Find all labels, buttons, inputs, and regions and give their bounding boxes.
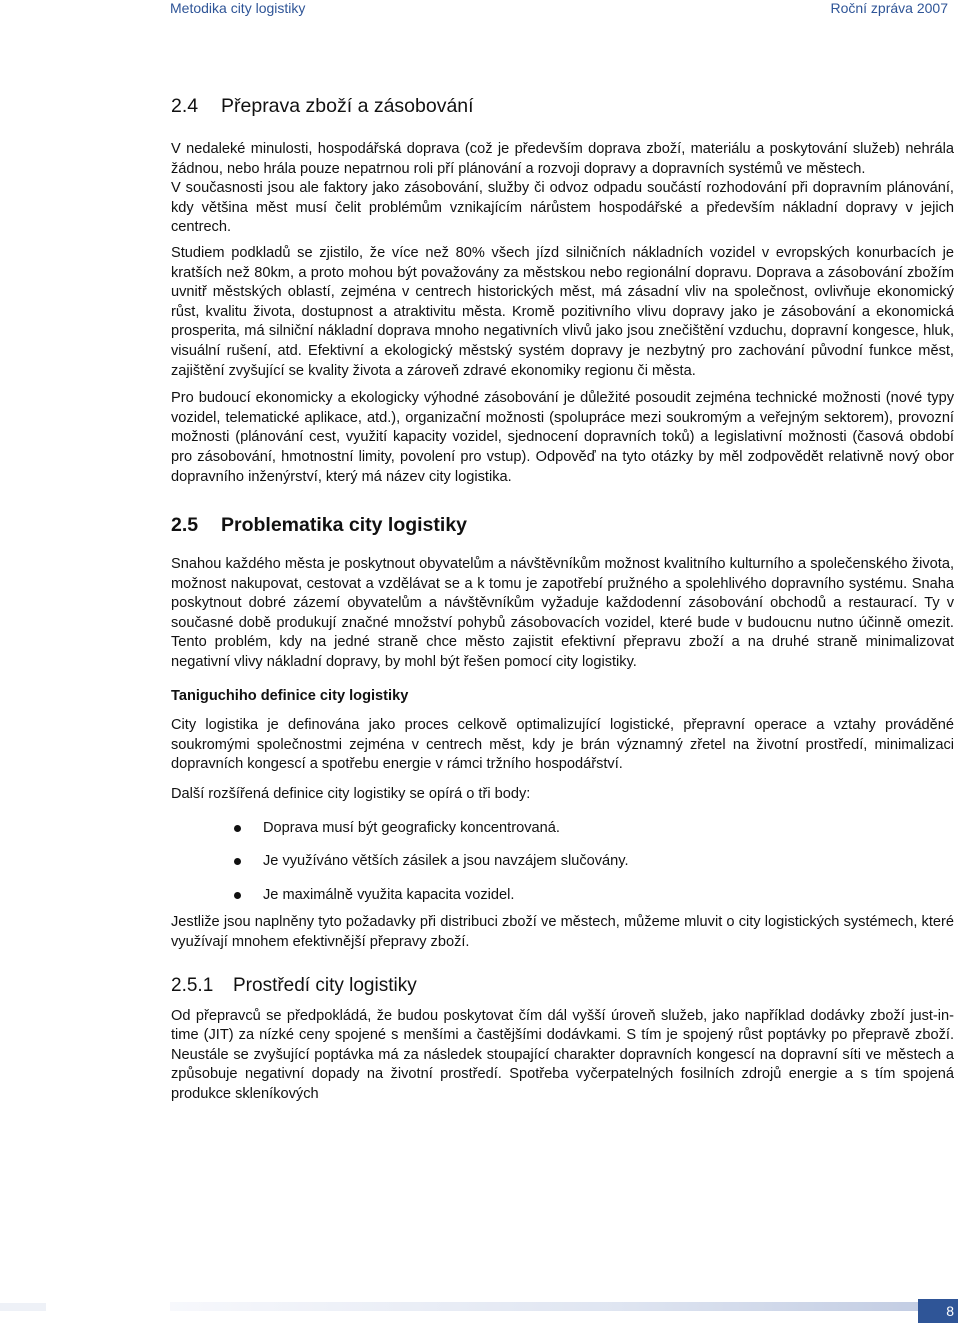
- bullet-icon: [234, 892, 241, 899]
- page-header: [0, 0, 960, 22]
- section-2-4-title: Přeprava zboží a zásobování: [221, 95, 474, 117]
- footer-gradient-bar: [170, 1302, 918, 1311]
- list-item: Je využíváno větších zásilek a jsou navzájem slučovány.: [171, 852, 954, 872]
- paragraph: Snahou každého města je poskytnout obyvatelům a návštěvníkům možnost kvalitního kulturního a společenského života, možnost nakupovat, cestovat a vzdělávat se a k tomu je zapotřebí pružného a spolehlivého dopravního systému. Snaha poskytnout dobré zázemí obyvatelům a návštěvníkům vyžaduje každodenní zásobování obchodů a restaurací. Ty v současné době produkují značné množství pohybů zásobovacích vozidel, které bude v budoucnu nutno účinně omezit. Tento problém, kdy na jedné straně chce město zajistit efektivní přepravu zboží a na druhé straně minimalizovat negativní vlivy nákladní dopravy, by mohl být řešen pomocí city logistiky.: [171, 556, 954, 671]
- paragraph: Pro budoucí ekonomicky a ekologicky výhodné zásobování je důležité posoudit zejména technické možnosti (nové typy vozidel, telematické aplikace, atd.), organizační možnosti (spolupráce mezi soukromým a veřejným sektorem), provozní možnosti (plánování cest, využití kapacity vozidel, sjednocení dopravních toků) a legislativní možnosti (časová období pro zásobování, hmotnostní limity, povolení pro vstup). Odpověď na tyto otázky by měl zodpovědět relativně nový obor dopravního inženýrství, který má název city logistika.: [171, 390, 954, 485]
- header-document-title: Metodika city logistiky: [170, 0, 306, 16]
- section-2-4-heading: [171, 92, 954, 120]
- section-2-5-heading: [171, 511, 954, 539]
- page-number: 8: [918, 1299, 958, 1323]
- header-report-title: Roční zpráva 2007: [830, 0, 948, 16]
- paragraph: V nedaleké minulosti, hospodářská doprava (což je především doprava zboží, materiálu a poskytování služeb) nehrála žádnou, nebo hrála pouze nepatrnou roli pří plánování a rozvoji dopravy a dopravních systémů ve městech.: [171, 141, 954, 177]
- definition-bullet-list: [171, 819, 954, 906]
- section-2-5-title: Problematika city logistiky: [221, 514, 468, 537]
- section-2-4-number: 2.4: [171, 95, 199, 117]
- subheading-taniguchi-definition: Taniguchiho definice city logistiky: [171, 687, 409, 704]
- bullet-icon: [234, 825, 241, 832]
- bullet-icon: [234, 858, 241, 865]
- paragraph: Jestliže jsou naplněny tyto požadavky při distribuci zboží ve městech, můžeme mluvit o city logistických systémech, které využívají mnohem efektivnější přepravy zboží.: [171, 914, 954, 950]
- list-item: Je maximálně využita kapacita vozidel.: [171, 886, 954, 906]
- section-2-5-1-heading: [171, 973, 954, 999]
- paragraph: City logistika je definována jako proces celkově optimalizující logistické, přepravní operace a vztahy prováděné soukromými společnostmi zejména v centrech měst, kdy je brán významný zřetel na životní prostředí, minimalizaci dopravních kongescí a spotřebu energie v rámci tržního hospodářství.: [171, 717, 954, 773]
- list-item: Doprava musí být geograficky koncentrovaná.: [171, 819, 954, 839]
- document-body: [171, 92, 954, 1105]
- section-2-5-1-title: Prostředí city logistiky: [233, 974, 417, 996]
- paragraph: Od přepravců se předpokládá, že budou poskytovat čím dál vyšší úroveň služeb, jako například dodávky zboží just-in-time (JIT) za nízké ceny spojené s menšími a častějšími dodávkami. S tím je spojený růst poptávky po přepravě zboží. Neustále se zvyšující poptávka má za následek stoupající charakter dopravních kongescí na dopravní síti ve městech a způsobuje negativní dopady na životní prostředí. Spotřeba vyčerpatelných fosilních zdrojů energie a s tím spojená produkce skleníkových: [171, 1007, 954, 1102]
- paragraph: Studiem podkladů se zjistilo, že více než 80% všech jízd silničních nákladních vozidel v evropských konurbacích je kratších než 80km, a proto mohou být považovány za městskou nebo regionální dopravu. Doprava a zásobování zbožím uvnitř městských oblastí, zejména v centrech historických měst, má zásadní vliv na společnost, ovlivňuje ekonomický růst, kvalitu života, dostupnost a atraktivitu města. Kromě pozitivního vlivu dopravy jako je zásobování a ekonomická prosperita, má silniční nákladní doprava mnoho negativních vlivů jako jsou znečištění vzduchu, dopravní kongesce, hluk, visuální rušení, atd. Efektivní a ekologický městský systém dopravy je nezbytný pro zachování původní funkce měst, zajištění zvyšující se kvality života a zároveň zdravé ekonomiky regionu či města.: [171, 244, 954, 379]
- footer-left-bar: [0, 1303, 46, 1311]
- paragraph: Další rozšířená definice city logistiky se opírá o tři body:: [171, 786, 531, 803]
- section-2-5-1-number: 2.5.1: [171, 974, 214, 996]
- paragraph: V současnosti jsou ale faktory jako zásobování, služby či odvoz odpadu součástí rozhodování při dopravním plánování, kdy většina měst musí čelit problémům vznikajícím nárůstem hospodářské a především nákladní dopravy v jejich centrech.: [171, 180, 954, 236]
- section-2-5-number: 2.5: [171, 514, 199, 537]
